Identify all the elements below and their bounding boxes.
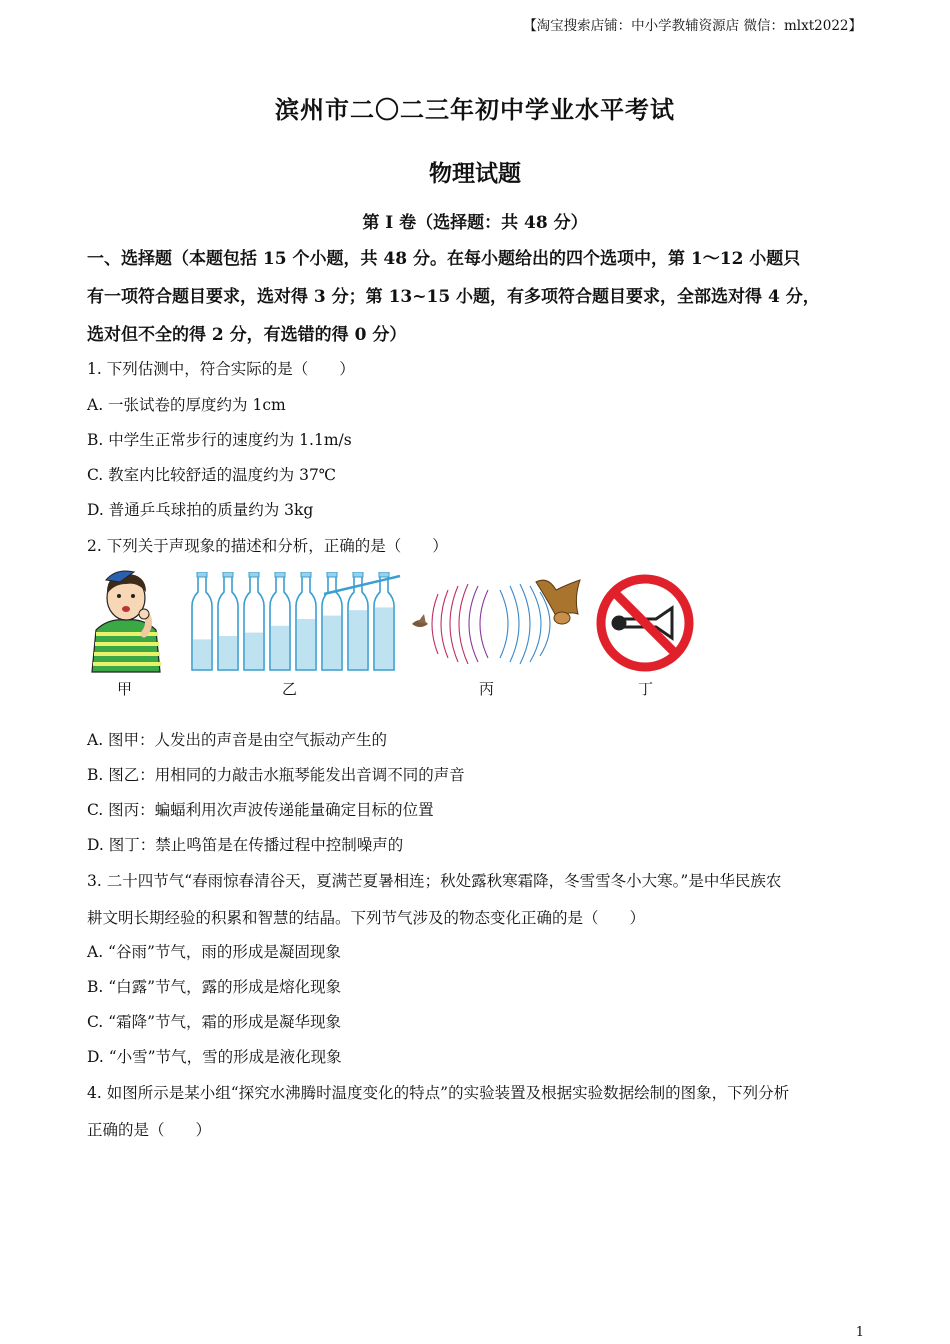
q3-option-c: C. “霜降”节气，霜的形成是凝华现象: [87, 1013, 342, 1031]
section-heading: 第 I 卷（选择题：共 48 分）: [362, 213, 588, 233]
q1-stem: 1. 下列估测中，符合实际的是（ ）: [87, 360, 355, 378]
water-bottle: [192, 572, 212, 670]
instruction-line: 选对但不全的得 2 分，有选错的得 0 分）: [87, 325, 407, 345]
instruction-line: 一、选择题（本题包括 15 个小题，共 48 分。在每小题给出的四个选项中，第 1～12 小题只: [87, 249, 801, 269]
water-bottle: [296, 572, 316, 670]
q2-option-b: B. 图乙：用相同的力敲击水瓶琴能发出音调不同的声音: [87, 766, 465, 784]
figure-water-bottles: [188, 572, 402, 674]
figure-bat-echolocation: [408, 574, 588, 674]
figure-boy-speaking: [86, 568, 166, 674]
q4-stem-line: 4. 如图所示是某小组“探究水沸腾时温度变化的特点”的实验装置及根据实验数据绘制的图象，下列分析: [87, 1084, 790, 1102]
water-bottle: [374, 572, 394, 670]
q1-option-d: D. 普通乒乓球拍的质量约为 3kg: [87, 501, 314, 519]
q1-option-b: B. 中学生正常步行的速度约为 1.1m/s: [87, 431, 352, 449]
q3-option-d: D. “小雪”节气，雪的形成是液化现象: [87, 1048, 342, 1066]
instruction-line: 有一项符合题目要求，选对得 3 分；第 13~15 小题，有多项符合题目要求，全部选对得 4 分，: [87, 287, 820, 307]
q3-stem-line: 3. 二十四节气“春雨惊春清谷天，夏满芒夏暑相连；秋处露秋寒霜降，冬雪雪冬小大寒。”是中华民族农: [87, 872, 782, 890]
figure-no-horn-sign: [594, 572, 696, 674]
q2-option-a: A. 图甲：人发出的声音是由空气振动产生的: [87, 731, 388, 749]
figure-label-ding: 丁: [638, 680, 654, 698]
water-bottle: [218, 572, 238, 670]
water-bottle: [322, 572, 342, 670]
figure-label-bing: 丙: [479, 680, 495, 698]
page-number: 1: [855, 1325, 864, 1340]
q2-option-c: C. 图丙：蝙蝠利用次声波传递能量确定目标的位置: [87, 801, 434, 819]
exam-subtitle: 物理试题: [429, 160, 521, 187]
q3-option-a: A. “谷雨”节气，雨的形成是凝固现象: [87, 943, 341, 961]
q3-stem-line: 耕文明长期经验的积累和智慧的结晶。下列节气涉及的物态变化正确的是（ ）: [87, 909, 646, 927]
water-bottle: [270, 572, 290, 670]
header-note: 【淘宝搜索店铺：中小学教辅资源店 微信：mlxt2022】: [523, 18, 862, 34]
figure-label-yi: 乙: [282, 680, 298, 698]
figure-label-jia: 甲: [117, 680, 133, 698]
q3-option-b: B. “白露”节气，露的形成是熔化现象: [87, 978, 342, 996]
q1-option-c: C. 教室内比较舒适的温度约为 37℃: [87, 466, 337, 484]
q2-stem: 2. 下列关于声现象的描述和分析，正确的是（ ）: [87, 537, 448, 555]
q4-stem-line: 正确的是（ ）: [87, 1121, 212, 1139]
q2-option-d: D. 图丁：禁止鸣笛是在传播过程中控制噪声的: [87, 836, 404, 854]
exam-title: 滨州市二〇二三年初中学业水平考试: [275, 95, 675, 124]
water-bottle: [244, 572, 264, 670]
q1-option-a: A. 一张试卷的厚度约为 1cm: [87, 396, 286, 414]
